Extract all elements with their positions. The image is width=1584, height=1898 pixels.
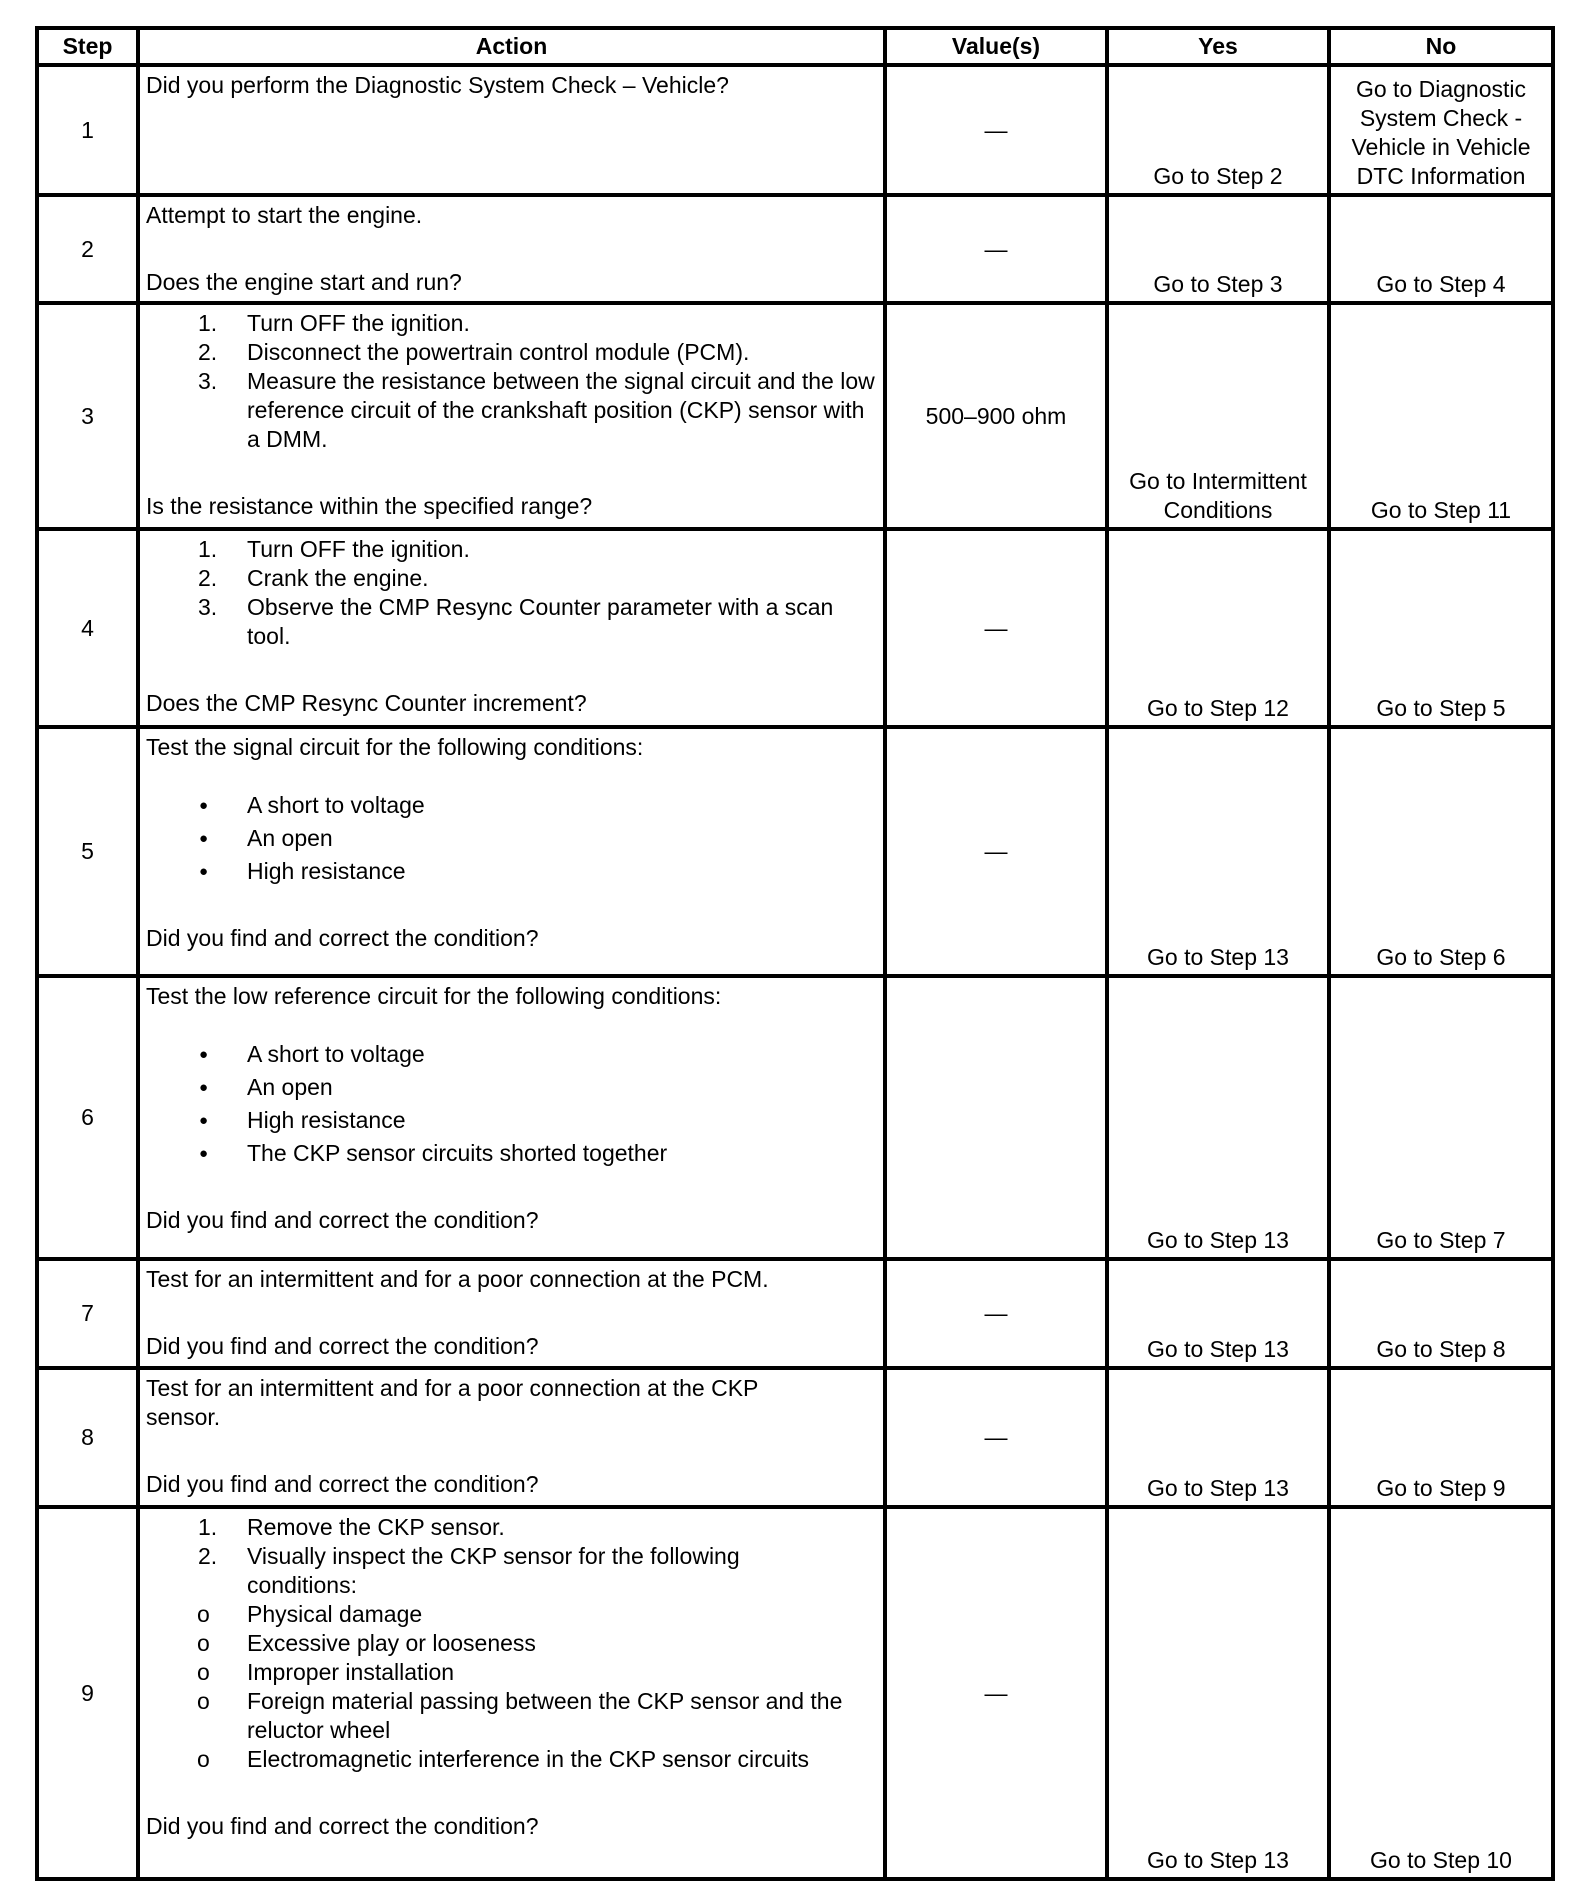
yes-cell: Go to Step 13	[1107, 1507, 1329, 1879]
table-row	[37, 1507, 1553, 1879]
list-item: 3. Measure the resistance between the signal circuit and the low reference circuit of the crankshaft position (CKP) sensor with a DMM.	[198, 368, 875, 452]
value-cell: —	[885, 1368, 1107, 1507]
action-question: Did you find and correct the condition?	[146, 1207, 539, 1233]
no-cell: Go to Step 9	[1329, 1368, 1553, 1507]
header-step: Step	[37, 28, 138, 65]
action-question: Did you find and correct the condition?	[146, 925, 539, 951]
list-item: 1. Turn OFF the ignition.	[198, 310, 470, 336]
list-item: o Electromagnetic interference in the CKP sensor circuits	[197, 1746, 810, 1772]
table-row	[37, 1259, 1553, 1368]
no-cell: Go to Step 7	[1329, 976, 1553, 1259]
list-item: o Excessive play or looseness	[197, 1630, 536, 1656]
action-text: Attempt to start the engine.	[146, 202, 423, 228]
value-cell: —	[885, 65, 1107, 195]
bullet-list	[146, 789, 879, 888]
action-cell	[138, 1368, 885, 1507]
value-cell	[885, 976, 1107, 1259]
list-item: 1. Turn OFF the ignition.	[198, 536, 470, 562]
no-cell: Go to Step 10	[1329, 1507, 1553, 1879]
list-item: ● High resistance	[146, 855, 879, 888]
diagnostic-table	[35, 26, 1555, 1881]
header-no: No	[1329, 28, 1553, 65]
header-values: Value(s)	[885, 28, 1107, 65]
no-cell: Go to Step 5	[1329, 529, 1553, 727]
action-text: Test the low reference circuit for the following conditions:	[146, 983, 722, 1009]
step-number: 7	[37, 1259, 138, 1368]
action-question: Did you find and correct the condition?	[146, 1813, 539, 1839]
value-cell: —	[885, 195, 1107, 303]
action-cell	[138, 303, 885, 529]
value-cell: —	[885, 529, 1107, 727]
action-cell	[138, 65, 885, 195]
numbered-list	[146, 309, 879, 454]
yes-cell: Go to Step 12	[1107, 529, 1329, 727]
action-question: Did you find and correct the condition?	[146, 1471, 539, 1497]
action-cell	[138, 195, 885, 303]
table-row	[37, 529, 1553, 727]
table-row	[37, 303, 1553, 529]
step-number: 4	[37, 529, 138, 727]
action-question: Does the engine start and run?	[146, 269, 462, 295]
step-number: 3	[37, 303, 138, 529]
action-cell	[138, 1507, 885, 1879]
action-text: Did you perform the Diagnostic System Check – Vehicle?	[146, 72, 729, 98]
no-cell: Go to Diagnostic System Check - Vehicle in Vehicle DTC Information	[1329, 65, 1553, 195]
table-row	[37, 976, 1553, 1259]
list-item: ● The CKP sensor circuits shorted together	[146, 1137, 879, 1170]
list-item: ● An open	[146, 1071, 879, 1104]
sub-list	[146, 1600, 879, 1774]
list-item: o Improper installation	[197, 1659, 455, 1685]
action-question: Is the resistance within the specified range?	[146, 493, 593, 519]
header-action: Action	[138, 28, 885, 65]
header-yes: Yes	[1107, 28, 1329, 65]
action-cell	[138, 529, 885, 727]
list-item: ● A short to voltage	[146, 789, 879, 822]
table-row	[37, 727, 1553, 976]
yes-cell: Go to Step 13	[1107, 1259, 1329, 1368]
list-item: o Foreign material passing between the CKP sensor and the reluctor wheel	[197, 1688, 843, 1743]
action-cell	[138, 1259, 885, 1368]
step-number: 9	[37, 1507, 138, 1879]
value-cell: 500–900 ohm	[885, 303, 1107, 529]
step-number: 8	[37, 1368, 138, 1507]
list-item: ● High resistance	[146, 1104, 879, 1137]
step-number: 2	[37, 195, 138, 303]
list-item: 1. Remove the CKP sensor.	[198, 1514, 505, 1540]
no-cell: Go to Step 4	[1329, 195, 1553, 303]
action-question: Did you find and correct the condition?	[146, 1333, 539, 1359]
list-item: ● A short to voltage	[146, 1038, 879, 1071]
list-item: 2. Crank the engine.	[198, 565, 429, 591]
no-cell: Go to Step 8	[1329, 1259, 1553, 1368]
list-item: ● An open	[146, 822, 879, 855]
action-cell	[138, 976, 885, 1259]
value-cell: —	[885, 1259, 1107, 1368]
action-cell	[138, 727, 885, 976]
value-cell: —	[885, 1507, 1107, 1879]
numbered-list	[146, 1513, 879, 1600]
no-cell: Go to Step 11	[1329, 303, 1553, 529]
action-question: Does the CMP Resync Counter increment?	[146, 690, 587, 716]
action-text: Test for an intermittent and for a poor connection at the CKP sensor.	[146, 1375, 758, 1430]
yes-cell: Go to Step 13	[1107, 727, 1329, 976]
action-text: Test for an intermittent and for a poor connection at the PCM.	[146, 1266, 769, 1292]
table-row	[37, 195, 1553, 303]
list-item: 3. Observe the CMP Resync Counter parameter with a scan tool.	[198, 594, 834, 649]
no-cell: Go to Step 6	[1329, 727, 1553, 976]
bullet-list	[146, 1038, 879, 1170]
yes-cell: Go to Step 13	[1107, 976, 1329, 1259]
step-number: 1	[37, 65, 138, 195]
list-item: o Physical damage	[197, 1601, 423, 1627]
step-number: 5	[37, 727, 138, 976]
header-row	[37, 28, 1553, 65]
numbered-list	[146, 535, 879, 651]
list-item: 2. Disconnect the powertrain control module (PCM).	[198, 339, 750, 365]
action-text: Test the signal circuit for the following conditions:	[146, 734, 644, 760]
step-number: 6	[37, 976, 138, 1259]
value-cell: —	[885, 727, 1107, 976]
yes-cell: Go to Step 2	[1107, 65, 1329, 195]
list-item: 2. Visually inspect the CKP sensor for the following conditions:	[198, 1543, 740, 1598]
yes-cell: Go to Intermittent Conditions	[1107, 303, 1329, 529]
table-row	[37, 65, 1553, 195]
yes-cell: Go to Step 13	[1107, 1368, 1329, 1507]
yes-cell: Go to Step 3	[1107, 195, 1329, 303]
table-row	[37, 1368, 1553, 1507]
